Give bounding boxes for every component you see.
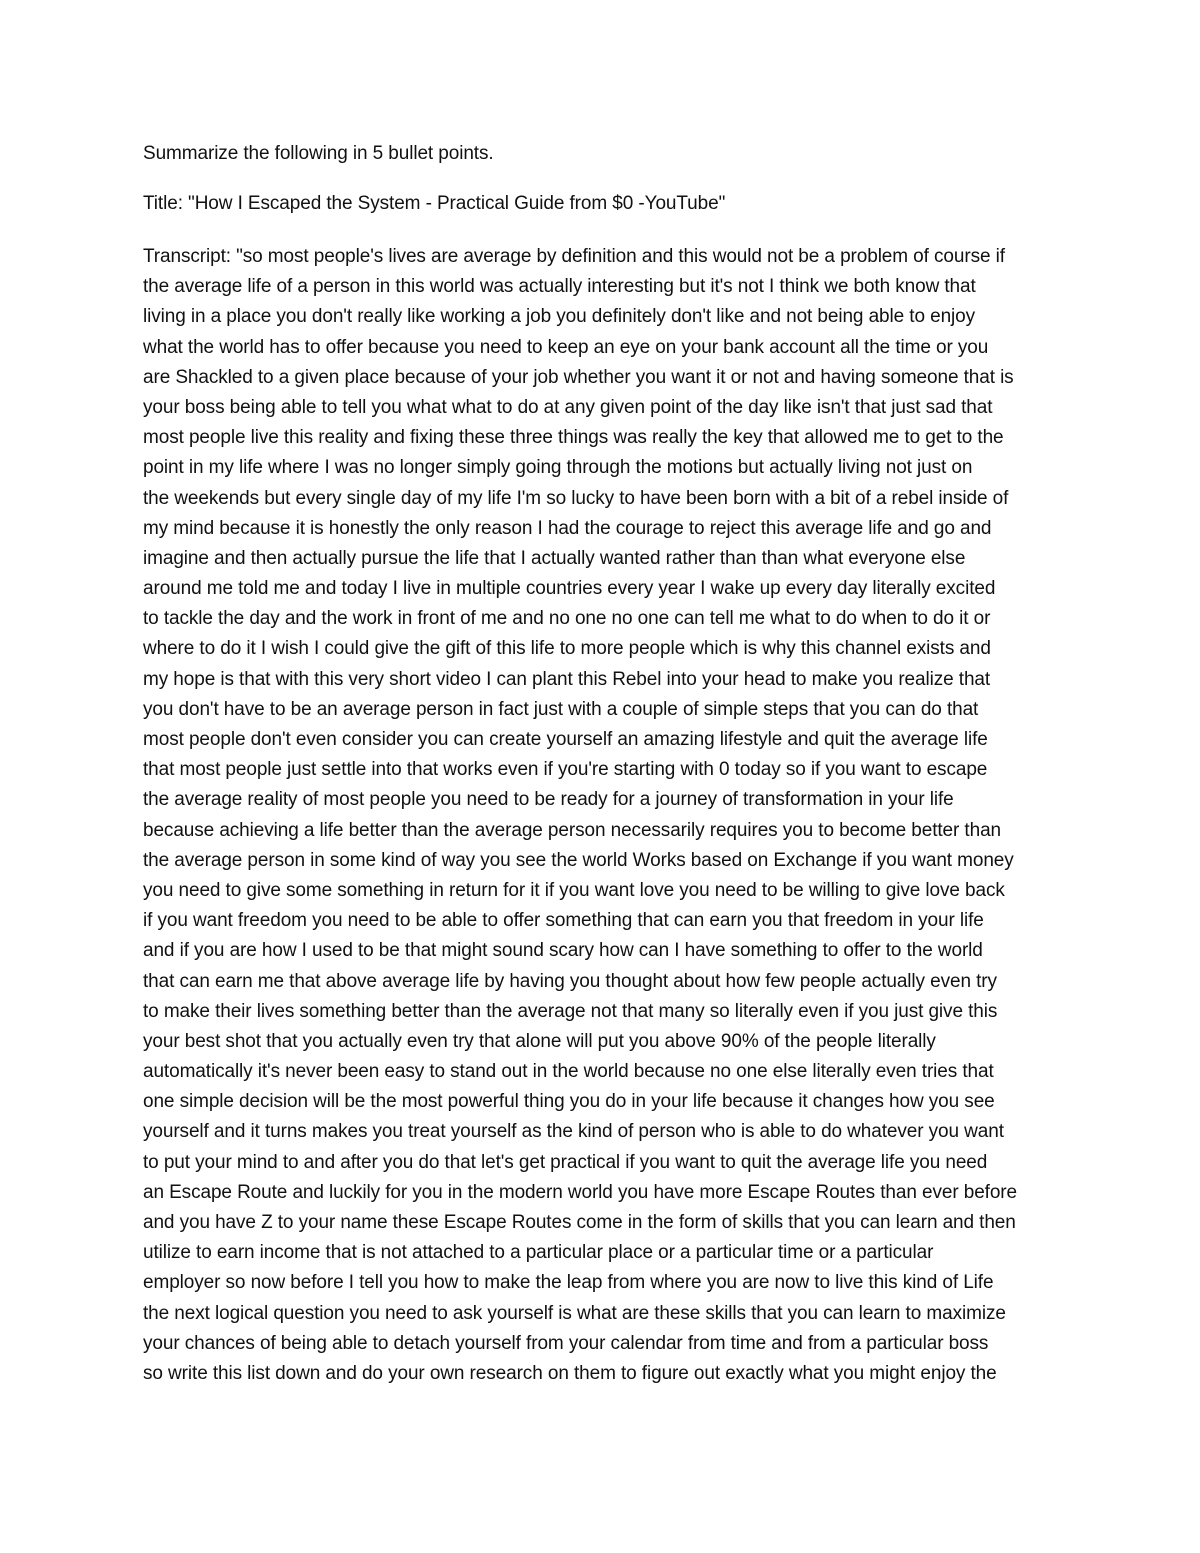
transcript-line: the average life of a person in this world was actually interesting but it's not I think we both know that: [143, 276, 976, 298]
transcript-line: most people don't even consider you can create yourself an amazing lifestyle and quit the average life: [143, 729, 988, 750]
transcript-line: one simple decision will be the most powerful thing you do in your life because it changes how you see: [143, 1091, 995, 1113]
transcript-line: you need to give some something in return for it if you want love you need to be willing to give love back: [143, 879, 1005, 901]
transcript-line: that most people just settle into that works even if you're starting with 0 today so if you want to escape: [143, 759, 988, 781]
transcript-line: your boss being able to tell you what what to do at any given point of the day like isn't that just sad that: [143, 396, 993, 418]
transcript-line: the next logical question you need to ask yourself is what are these skills that you can learn to maximize: [143, 1302, 1006, 1324]
prompt-text: Summarize the following in 5 bullet points.: [143, 143, 494, 164]
transcript-line: to tackle the day and the work in front of me and no one no one can tell me what to do when to do it or: [143, 608, 991, 630]
transcript-line: most people live this reality and fixing these three things was really the key that allowed me to get to the: [143, 427, 1004, 449]
video-title: Title: "How I Escaped the System - Practical Guide from $0 -YouTube": [143, 193, 726, 214]
transcript-line: my mind because it is honestly the only reason I had the courage to reject this average life and go and: [143, 517, 992, 539]
transcript-line: Transcript: "so most people's lives are average by definition and this would not be a problem of course if: [143, 246, 1005, 267]
transcript-line: employer so now before I tell you how to make the leap from where you are now to live this kind of Life: [143, 1272, 994, 1294]
transcript-line: are Shackled to a given place because of your job whether you want it or not and having someone that is: [143, 366, 1014, 388]
transcript-line: imagine and then actually pursue the life that I actually wanted rather than than what everyone else: [143, 547, 966, 569]
transcript-line: if you want freedom you need to be able to offer something that can earn you that freedom in your life: [143, 910, 984, 932]
transcript-line: my hope is that with this very short video I can plant this Rebel into your head to make you realize that: [143, 668, 991, 690]
transcript-line: your chances of being able to detach yourself from your calendar from time and from a particular boss: [143, 1332, 989, 1354]
transcript-line: to put your mind to and after you do that let's get practical if you want to quit the average life you need: [143, 1151, 988, 1173]
transcript-line: an Escape Route and luckily for you in the modern world you have more Escape Routes than ever before: [143, 1181, 1018, 1203]
transcript-body: [143, 242, 1103, 1389]
transcript-line: to make their lives something better than the average not that many so literally even if you just give this: [143, 1000, 998, 1022]
transcript-line: living in a place you don't really like working a job you definitely don't like and not being able to enjoy: [143, 306, 976, 328]
transcript-line: and you have Z to your name these Escape Routes come in the form of skills that you can learn and then: [143, 1212, 1016, 1233]
transcript-line: what the world has to offer because you need to keep an eye on your bank account all the time or you: [143, 336, 989, 358]
transcript-line: point in my life where I was no longer simply going through the motions but actually living not just on: [143, 457, 973, 479]
transcript-line: so write this list down and do your own research on them to figure out exactly what you might enjoy the: [143, 1362, 997, 1384]
transcript-line: that can earn me that above average life by having you thought about how few people actually even try: [143, 970, 997, 992]
transcript-line: around me told me and today I live in multiple countries every year I wake up every day literally excited: [143, 578, 996, 600]
transcript-line: your best shot that you actually even try that alone will put you above 90% of the people literally: [143, 1030, 936, 1052]
transcript-line: you don't have to be an average person in fact just with a couple of simple steps that you can do that: [143, 698, 979, 720]
transcript-line: utilize to earn income that is not attached to a particular place or a particular time or a particular: [143, 1242, 934, 1264]
transcript-line: the average person in some kind of way you see the world Works based on Exchange if you want money: [143, 849, 1014, 871]
transcript-line: the weekends but every single day of my life I'm so lucky to have been born with a bit of a rebel inside of: [143, 487, 1009, 509]
transcript-line: where to do it I wish I could give the gift of this life to more people which is why this channel exists and: [143, 638, 991, 660]
transcript-line: and if you are how I used to be that might sound scary how can I have something to offer to the world: [143, 940, 983, 962]
transcript-line: yourself and it turns makes you treat yourself as the kind of person who is able to do whatever you want: [143, 1121, 1004, 1143]
transcript-line: because achieving a life better than the average person necessarily requires you to become better than: [143, 819, 1002, 841]
transcript-line: automatically it's never been easy to stand out in the world because no one else literally even tries that: [143, 1061, 994, 1083]
transcript-line: the average reality of most people you need to be ready for a journey of transformation in your life: [143, 789, 954, 811]
